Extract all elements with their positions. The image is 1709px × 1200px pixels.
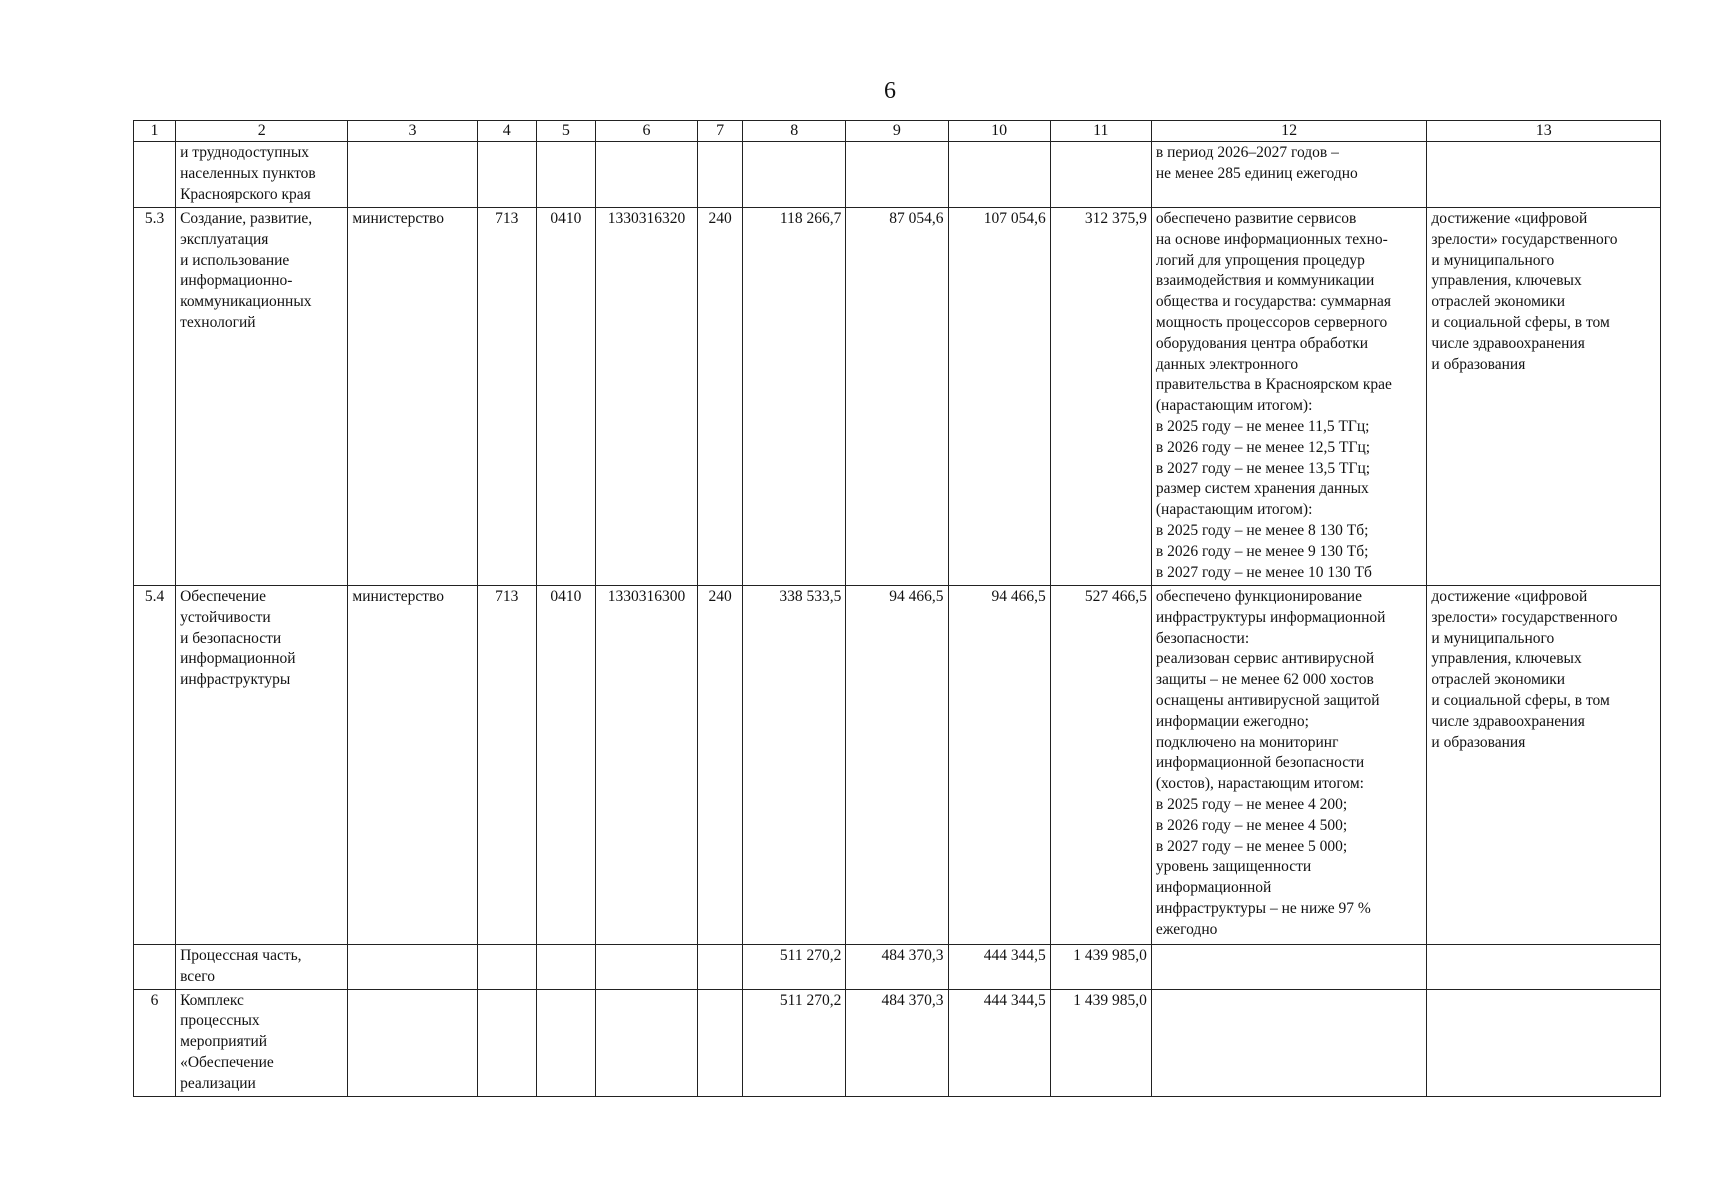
cell-vr: [698, 989, 743, 1096]
cell-csr: [595, 989, 697, 1096]
cell-total: [1050, 142, 1151, 208]
row-6: [134, 989, 1661, 1096]
row-continuation: [134, 142, 1661, 208]
cell-vr: [698, 945, 743, 990]
cell-y2025: 511 270,2: [743, 989, 846, 1096]
cell-y2025: [743, 142, 846, 208]
cell-y2025: 338 533,5: [743, 586, 846, 945]
cell-result: обеспечено развитие сервисов на основе информационных техно- логий для упрощения процедур взаимодействия и коммуникации общества и государства: суммарная мощность процессоров серверного оборудования центра обработки данных электронного правительства в Красноярском крае (нарастающим итогом): в 2025 году – не менее 11,5 ТГц; в 2026 году – не менее 12,5 ТГц; в 2027 году – не менее 13,5 ТГц; размер систем хранения данных (нарастающим итогом): в 2025 году – не менее 8 130 Тб; в 2026 году – не менее 9 130 Тб; в 2027 году – не менее 10 130 Тб: [1151, 208, 1427, 586]
cell-total: 1 439 985,0: [1050, 945, 1151, 990]
cell-y2027: 107 054,6: [948, 208, 1050, 586]
cell-num: [134, 945, 176, 990]
row-5-3: [134, 208, 1661, 586]
cell-num: [134, 142, 176, 208]
cell-y2026: 484 370,3: [846, 945, 948, 990]
header-cell: 5: [536, 121, 595, 142]
cell-csr: 1330316320: [595, 208, 697, 586]
cell-y2026: 87 054,6: [846, 208, 948, 586]
cell-total: 1 439 985,0: [1050, 989, 1151, 1096]
row-5-4: [134, 586, 1661, 945]
cell-num: 5.4: [134, 586, 176, 945]
header-cell: 3: [348, 121, 477, 142]
page-number: 6: [884, 78, 896, 104]
cell-name: Создание, развитие, эксплуатация и использование информационно- коммуникационных технологий: [176, 208, 348, 586]
cell-goal: достижение «цифровой зрелости» государственного и муниципального управления, ключевых отраслей экономики и социальной сферы, в том числе здравоохранения и образования: [1427, 208, 1661, 586]
cell-vr: 240: [698, 586, 743, 945]
cell-csr: [595, 945, 697, 990]
cell-csr: 1330316300: [595, 586, 697, 945]
cell-rzpr: [536, 945, 595, 990]
cell-name: Комплекс процессных мероприятий «Обеспечение реализации: [176, 989, 348, 1096]
cell-executor: [348, 142, 477, 208]
cell-total: 312 375,9: [1050, 208, 1151, 586]
header-cell: 8: [743, 121, 846, 142]
cell-vr: 240: [698, 208, 743, 586]
header-cell: 10: [948, 121, 1050, 142]
cell-name: Процессная часть, всего: [176, 945, 348, 990]
cell-y2027: 94 466,5: [948, 586, 1050, 945]
cell-vr: [698, 142, 743, 208]
cell-y2027: 444 344,5: [948, 989, 1050, 1096]
row-process-total: [134, 945, 1661, 990]
header-cell: 7: [698, 121, 743, 142]
cell-y2025: 511 270,2: [743, 945, 846, 990]
header-cell: 1: [134, 121, 176, 142]
cell-name: Обеспечение устойчивости и безопасности информационной инфраструктуры: [176, 586, 348, 945]
cell-num: 6: [134, 989, 176, 1096]
cell-grbs: 713: [477, 586, 536, 945]
cell-grbs: 713: [477, 208, 536, 586]
cell-csr: [595, 142, 697, 208]
cell-y2027: 444 344,5: [948, 945, 1050, 990]
cell-y2027: [948, 142, 1050, 208]
cell-result: [1151, 945, 1427, 990]
cell-executor: [348, 945, 477, 990]
cell-name: и труднодоступных населенных пунктов Красноярского края: [176, 142, 348, 208]
cell-grbs: [477, 945, 536, 990]
header-cell: 9: [846, 121, 948, 142]
cell-total: 527 466,5: [1050, 586, 1151, 945]
cell-rzpr: [536, 142, 595, 208]
cell-y2025: 118 266,7: [743, 208, 846, 586]
header-cell: 4: [477, 121, 536, 142]
cell-y2026: [846, 142, 948, 208]
cell-y2026: 484 370,3: [846, 989, 948, 1096]
header-cell: 12: [1151, 121, 1427, 142]
cell-result: обеспечено функционирование инфраструктуры информационной безопасности: реализован сервис антивирусной защиты – не менее 62 000 хостов оснащены антивирусной защитой информации ежегодно; подключено на мониторинг информационной безопасности (хостов), нарастающим итогом: в 2025 году – не менее 4 200; в 2026 году – не менее 4 500; в 2027 году – не менее 5 000; уровень защищенности информационной инфраструктуры – не ниже 97 % ежегодно: [1151, 586, 1427, 945]
cell-result: в период 2026–2027 годов – не менее 285 единиц ежегодно: [1151, 142, 1427, 208]
cell-goal: [1427, 989, 1661, 1096]
cell-goal: [1427, 142, 1661, 208]
header-cell: 6: [595, 121, 697, 142]
cell-executor: министерство: [348, 586, 477, 945]
cell-grbs: [477, 989, 536, 1096]
cell-executor: министерство: [348, 208, 477, 586]
cell-rzpr: [536, 989, 595, 1096]
header-cell: 2: [176, 121, 348, 142]
header-cell: 11: [1050, 121, 1151, 142]
cell-num: 5.3: [134, 208, 176, 586]
cell-rzpr: 0410: [536, 208, 595, 586]
program-table: [133, 120, 1661, 1097]
cell-rzpr: 0410: [536, 586, 595, 945]
cell-y2026: 94 466,5: [846, 586, 948, 945]
cell-grbs: [477, 142, 536, 208]
header-cell: 13: [1427, 121, 1661, 142]
cell-result: [1151, 989, 1427, 1096]
header-row: [134, 121, 1661, 142]
cell-executor: [348, 989, 477, 1096]
cell-goal: [1427, 945, 1661, 990]
cell-goal: достижение «цифровой зрелости» государственного и муниципального управления, ключевых отраслей экономики и социальной сферы, в том числе здравоохранения и образования: [1427, 586, 1661, 945]
